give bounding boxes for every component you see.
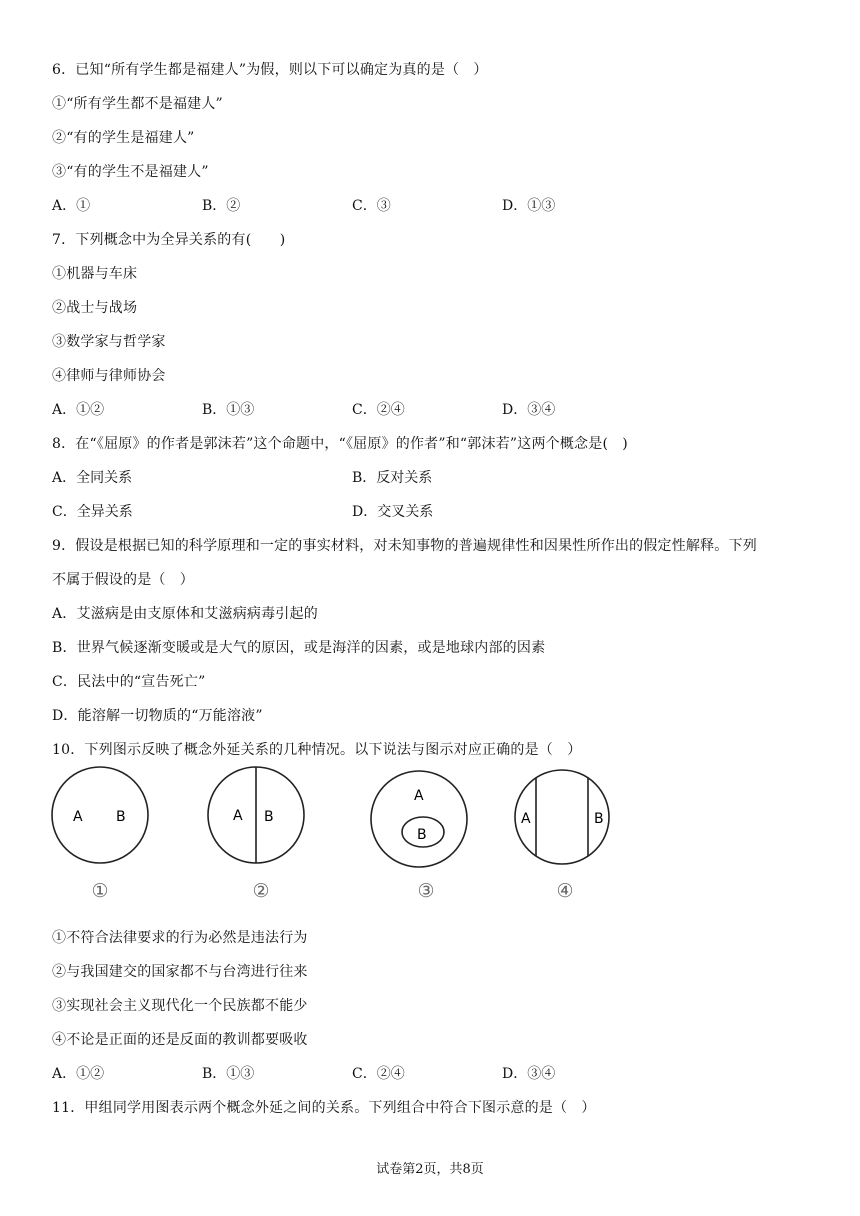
q6-item-2: ②“有的学生是福建人”	[52, 130, 195, 146]
q11-stem: 11．甲组同学用图表示两个概念外延之间的关系。下列组合中符合下图示意的是（ ）	[52, 1100, 596, 1116]
venn-4-label-a: A	[521, 811, 531, 827]
q6-option-a: A．①	[52, 198, 91, 214]
q10-venn-figures	[50, 764, 620, 910]
q10-item-1: ①不符合法律要求的行为必然是违法行为	[52, 930, 308, 946]
q9-option-d: D．能溶解一切物质的“万能溶液”	[52, 708, 263, 724]
q8-option-b: B．反对关系	[352, 470, 433, 486]
q10-item-4: ④不论是正面的还是反面的教训都要吸收	[52, 1032, 308, 1048]
q9-option-a: A．艾滋病是由支原体和艾滋病病毒引起的	[52, 606, 318, 622]
venn-3-label-b: B	[417, 827, 427, 843]
venn-3-label-a: A	[414, 788, 424, 804]
q10-option-d: D．③④	[502, 1066, 556, 1082]
q10-option-a: A．①②	[52, 1066, 105, 1082]
q9-option-c: C．民法中的“宣告死亡”	[52, 674, 206, 690]
q10-item-3: ③实现社会主义现代化一个民族都不能少	[52, 998, 308, 1014]
q9-stem-line-2: 不属于假设的是（ ）	[52, 572, 194, 588]
q7-item-2: ②战士与战场	[52, 300, 138, 316]
q8-option-d: D．交叉关系	[352, 504, 434, 520]
q6-option-d: D．①③	[502, 198, 556, 214]
venn-1-circle	[52, 767, 148, 863]
q10-item-2: ②与我国建交的国家都不与台湾进行往来	[52, 964, 308, 980]
q7-stem: 7．下列概念中为全异关系的有( )	[52, 232, 286, 248]
q10-option-c: C．②④	[352, 1066, 405, 1082]
q7-item-1: ①机器与车床	[52, 266, 138, 282]
q10-option-b: B．①③	[202, 1066, 255, 1082]
q9-stem-line-1: 9．假设是根据已知的科学原理和一定的事实材料，对未知事物的普遍规律性和因果性所作出的假定性解释。下列	[52, 538, 757, 554]
venn-3-outer-circle	[371, 771, 467, 867]
q7-option-d: D．③④	[502, 402, 556, 418]
q7-item-3: ③数学家与哲学家	[52, 334, 166, 350]
page-footer: 试卷第2页，共8页	[376, 1162, 484, 1177]
venn-figure-2	[208, 767, 304, 902]
q8-stem: 8．在“《屈原》的作者是郭沫若”这个命题中，“《屈原》的作者”和“郭沫若”这两个概念是( )	[52, 436, 628, 452]
venn-2-caption: ②	[252, 880, 270, 902]
q7-option-a: A．①②	[52, 402, 105, 418]
q9-option-b: B．世界气候逐渐变暖或是大气的原因，或是海洋的因素，或是地球内部的因素	[52, 640, 546, 656]
venn-1-label-a: A	[73, 809, 83, 825]
venn-figure-4	[515, 770, 609, 902]
venn-figure-1	[52, 767, 148, 902]
venn-figure-3	[371, 771, 467, 902]
q10-stem: 10．下列图示反映了概念外延关系的几种情况。以下说法与图示对应正确的是（ ）	[52, 742, 582, 758]
q7-item-4: ④律师与律师协会	[52, 368, 166, 384]
q6-stem: 6．已知“所有学生都是福建人”为假，则以下可以确定为真的是（ ）	[52, 62, 488, 78]
q6-option-b: B．②	[202, 198, 241, 214]
q6-option-c: C．③	[352, 198, 391, 214]
q6-item-3: ③“有的学生不是福建人”	[52, 164, 209, 180]
venn-3-caption: ③	[417, 880, 435, 902]
q7-option-b: B．①③	[202, 402, 255, 418]
q6-item-1: ①“所有学生都不是福建人”	[52, 96, 223, 112]
q8-option-a: A．全同关系	[52, 470, 133, 486]
venn-2-label-a: A	[233, 808, 243, 824]
q8-option-c: C．全异关系	[52, 504, 133, 520]
venn-1-caption: ①	[91, 880, 109, 902]
venn-4-label-b: B	[594, 811, 604, 827]
venn-1-label-b: B	[116, 809, 126, 825]
venn-2-label-b: B	[264, 809, 274, 825]
q7-option-c: C．②④	[352, 402, 405, 418]
venn-4-caption: ④	[556, 880, 574, 902]
